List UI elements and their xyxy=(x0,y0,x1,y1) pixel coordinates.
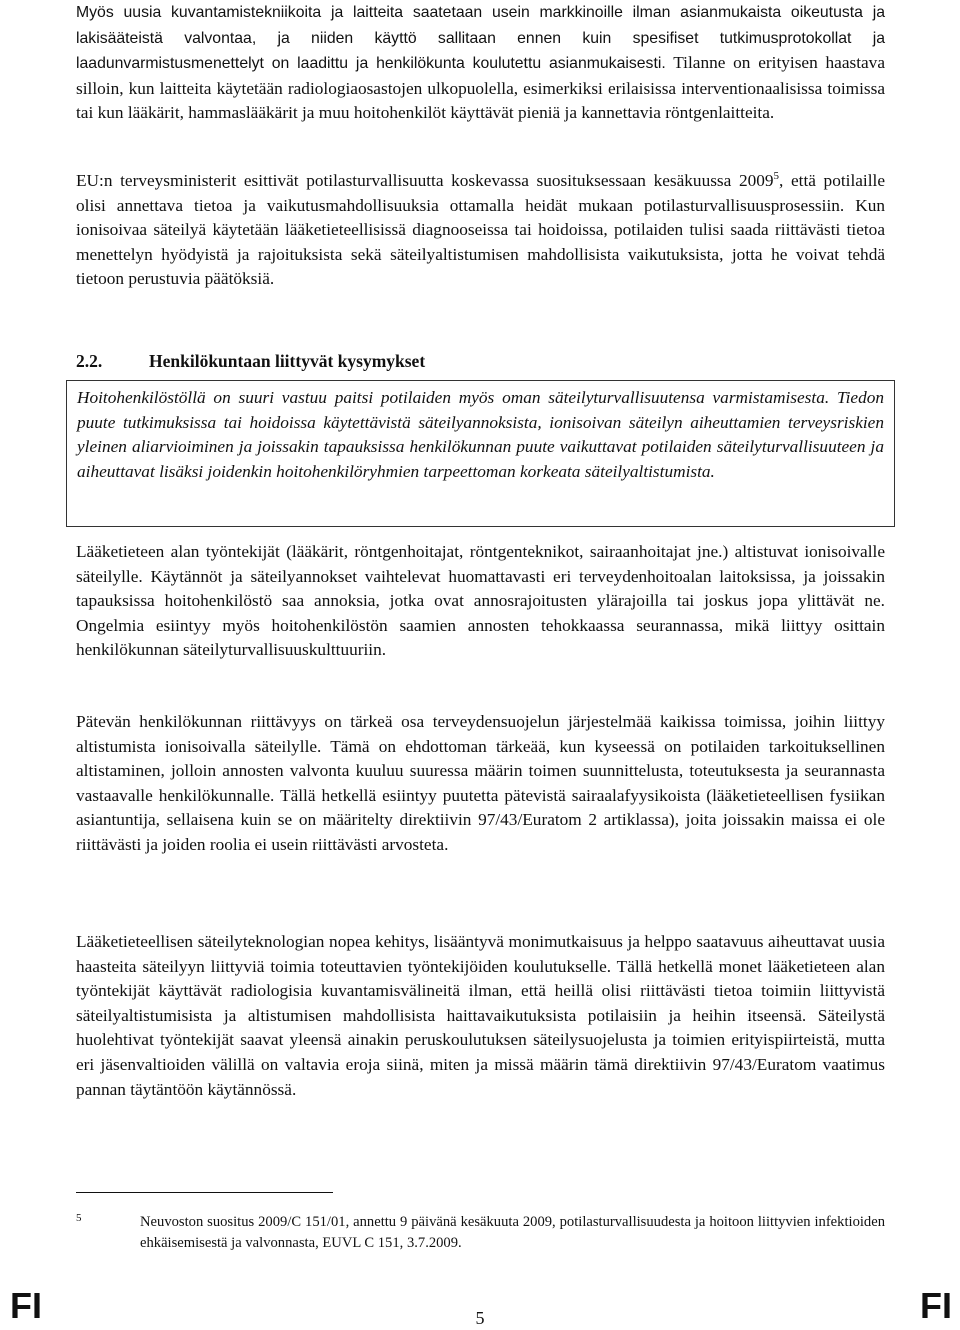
language-code-right: FI xyxy=(920,1285,952,1326)
eu-ministers-paragraph-part-a: EU:n terveysministerit esittivät potilasturvallisuutta koskevassa suosituksessaan kesäkuussa 2009 xyxy=(76,171,774,190)
footnote-divider xyxy=(76,1192,333,1193)
footnote-text: Neuvoston suositus 2009/C 151/01, annettu 9 päivänä kesäkuuta 2009, potilasturvallisuudesta ja hoitoon liittyvien infektioiden ehkäisemisestä ja valvonnasta, EUVL C 151, 3.7.2009. xyxy=(140,1214,885,1251)
summary-box xyxy=(66,380,895,527)
workers-paragraph: Lääketieteen alan työntekijät (lääkärit, röntgenhoitajat, röntgenteknikot, sairaanhoitajat jne.) altistuvat ionisoivalle säteilylle. Käytännöt ja säteilyannokset vaihtelevat huomattavasti eri terveydenhoitoalan laitoksissa, ja joissakin tapauksissa hoitohenkilöstö saa annoksia, jotka ovat annosrajoitusten ylärajoilla tai joskus jopa ylittävät ne. Ongelmia esiintyy myös hoitohenkilöstön saamien annosten tehokkaassa seurannassa, mikä liittyy osittain henkilökunnan säteilyturvallisuuskulttuuriin. xyxy=(76,542,885,660)
qualified-staff-paragraph: Pätevän henkilökunnan riittävyys on tärkeä osa terveydensuojelun järjestelmää kaikissa toimissa, joihin liittyy altistumista ionisoivalla säteilylle. Tämä on ehdottoman tärkeää, kun kyseessä on potilaiden tarkoituksellinen altistaminen, jolloin annosten valvonta kuuluu suuressa määrin toimen suunnittelusta, toteutuksesta ja seurannasta vastaavalle henkilökunnalle. Tällä hetkellä esiintyy puutetta pätevistä sairaalafyysikoista (lääketieteellisen fysiikan asiantuntija, sellaisena kuin se on määritelty direktiivin 97/43/Euratom 2 artiklassa), joita joissakin maissa ei ole riittävästi ja joiden roolia ei usein riittävästi arvosteta. xyxy=(76,712,885,854)
eu-ministers-paragraph-part-b: , että potilaille olisi annettava tietoa ja vaikutusmahdollisuuksia ottamalla heidät mukaan potilasturvallisuusprosessiin. Kun ionisoivaa säteilyä käytetään lääketieteellisissä diagnooseissa tai hoidoissa, potilaiden tulisi saada riittävästi tietoa menettelyn hyödyistä ja rajoituksista sekä säteilyaltistumisen mahdollisista vaikutuksista, jotta he voivat tehdä tietoon perustuvia päätöksiä. xyxy=(76,171,885,289)
eu-ministers-paragraph xyxy=(76,169,885,292)
intro-paragraph-part-a: Myös uusia kuvantamistekniikoita ja laitteita saatetaan usein markkinoille ilman asianmukaista oikeutusta ja lakisääteistä valvontaa, ja niiden käyttö sallitaan ennen kuin spesifiset tutkimusprotokollat ja laadunvarmistusmenettelyt on laadittu ja henkilökunta koulutettu asianmukaisesti. xyxy=(76,4,885,73)
page-number: 5 xyxy=(475,1308,485,1328)
intro-paragraph-part-b: Tilanne on erityisen haastava silloin, kun laitteita käytetään radiologiaosastojen ulkopuolella, esimerkiksi erilaisissa interventionaalisissa toimissa tai kun lääkärit, hammaslääkärit ja muu hoitohenkilöt käyttävät pieniä ja kannettavia röntgenlaitteita. xyxy=(76,53,885,123)
footnote-number: 5 xyxy=(76,1212,82,1224)
technology-paragraph: Lääketieteellisen säteilyteknologian nopea kehitys, lisääntyvä monimutkaisuus ja helppo saatavuus aiheuttavat uusia haasteita säteilyyn liittyviä toimia toteuttavien työntekijöiden koulutukselle. Tällä hetkellä monet lääketieteen alan työntekijät käyttävät radiologisia kuvantamisvälineitä ilman, että heillä olisi riittävästi tietoa toimiin liittyvistä säteilyaltistumisista ja altistumisen mahdollisista haittavaikutuksista potilaisiin ja heihin itseensä. Säteilystä huolehtivat työntekijät saavat yleensä ainakin peruskoulutuksen säteilysuojelusta ja toimien erityispiirteistä, mutta eri jäsenvaltioiden välillä on valtavia eroja siinä, miten ja missä määrin tämä direktiivin 97/43/Euratom vaatimus pannan täytäntöön käytännössä. xyxy=(76,932,885,1099)
section-heading xyxy=(76,349,425,373)
language-code-left: FI xyxy=(10,1285,42,1326)
intro-paragraph xyxy=(76,0,885,126)
section-number: 2.2. xyxy=(76,351,103,371)
footnote xyxy=(76,1212,885,1254)
summary-box-text: Hoitohenkilöstöllä on suuri vastuu paitsi potilaiden myös oman säteilyturvallisuutensa varmistamisesta. Tiedon puute tutkimuksissa tai hoidoissa käytettävistä säteilyannoksista, ionisoivan säteilyn aiheuttamien terveysriskien yleinen aliarvioiminen ja joissakin tapauksissa henkilökunnan puute vaikuttavat potilaiden säteilyturvallisuuteen ja aiheuttavat lisäksi joidenkin hoitohenkilöryhmien tarpeettoman korkeata säteilyaltistumista. xyxy=(77,388,884,481)
footnote-reference[interactable]: 5 xyxy=(773,170,780,183)
section-title: Henkilökuntaan liittyvät kysymykset xyxy=(149,351,426,371)
